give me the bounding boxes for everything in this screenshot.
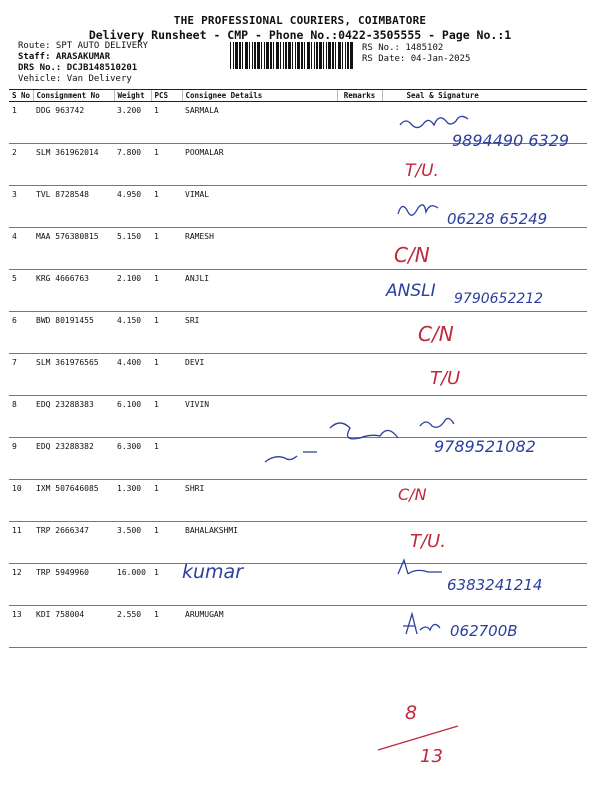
cell-sno: 8: [9, 396, 33, 438]
cell-consignee: BAHALAKSHMI: [182, 522, 337, 564]
cell-pcs: 1: [151, 270, 182, 312]
barcode-bar: [292, 42, 293, 69]
cell-remarks: [337, 522, 382, 564]
cell-sno: 5: [9, 270, 33, 312]
cell-signature: [382, 102, 587, 144]
cell-pcs: 1: [151, 186, 182, 228]
cell-remarks: [337, 270, 382, 312]
barcode: [230, 42, 356, 69]
barcode-bar: [323, 42, 324, 69]
handwriting-row1-phone: 9894490 6329: [452, 131, 570, 150]
cell-consignment: TVL 8728548: [33, 186, 114, 228]
table-row: [9, 102, 587, 144]
col-header-pcs: PCS: [151, 90, 182, 102]
table-row: [9, 396, 587, 438]
cell-signature: [382, 354, 587, 396]
barcode-bar: [345, 42, 346, 69]
barcode-bar: [335, 42, 336, 69]
cell-consignment: MAA 576380815: [33, 228, 114, 270]
cell-sno: 1: [9, 102, 33, 144]
col-header-sno: S No: [9, 90, 33, 102]
handwriting-row12-name: kumar: [182, 561, 244, 583]
cell-consignment: EDQ 23288383: [33, 396, 114, 438]
cell-pcs: 1: [151, 102, 182, 144]
cell-pcs: 1: [151, 354, 182, 396]
cell-consignee: VIVIN: [182, 396, 337, 438]
table-row: [9, 144, 587, 186]
cell-weight: 4.150: [114, 312, 151, 354]
table-row: [9, 228, 587, 270]
barcode-bar: [307, 42, 310, 69]
runsheet-table-wrapper: [9, 89, 587, 648]
handwriting-row11-mark: T/U.: [410, 531, 446, 552]
cell-consignment: KRG 4666763: [33, 270, 114, 312]
barcode-bar: [328, 42, 331, 69]
cell-signature: [382, 312, 587, 354]
cell-sno: 12: [9, 564, 33, 606]
cell-weight: 7.800: [114, 144, 151, 186]
cell-consignment: BWD 80191455: [33, 312, 114, 354]
barcode-bar: [257, 42, 260, 69]
col-header-consignment: Consignment No: [33, 90, 114, 102]
barcode-bar: [347, 42, 349, 69]
handwriting-row10-mark: C/N: [398, 485, 427, 504]
cell-weight: 3.500: [114, 522, 151, 564]
cell-pcs: 1: [151, 564, 182, 606]
cell-weight: 16.000: [114, 564, 151, 606]
handwriting-row2-mark: T/U.: [405, 161, 439, 181]
cell-pcs: 1: [151, 606, 182, 648]
cell-consignment: DDG 963742: [33, 102, 114, 144]
cell-pcs: 1: [151, 312, 182, 354]
table-row: [9, 438, 587, 480]
table-row: [9, 564, 587, 606]
vehicle-label: Vehicle: Van Delivery: [18, 74, 132, 84]
cell-sno: 7: [9, 354, 33, 396]
drs-label: DRS No.: DCJB148510201: [18, 63, 138, 73]
handwriting-row5-name: ANSLI: [386, 281, 436, 301]
barcode-bar: [285, 42, 287, 69]
barcode-bar: [304, 42, 305, 69]
cell-weight: 2.100: [114, 270, 151, 312]
cell-remarks: [337, 396, 382, 438]
cell-consignee: SHRI: [182, 480, 337, 522]
table-row: [9, 270, 587, 312]
route-label: Route: SPT AUTO DELIVERY: [18, 41, 149, 51]
barcode-bar: [239, 42, 241, 69]
cell-remarks: [337, 438, 382, 480]
cell-signature: [382, 438, 587, 480]
col-header-weight: Weight: [114, 90, 151, 102]
barcode-bar: [342, 42, 343, 69]
rs-number: RS No.: 1485102: [362, 43, 444, 53]
barcode-bar: [314, 42, 315, 69]
cell-remarks: [337, 144, 382, 186]
cell-sno: 6: [9, 312, 33, 354]
handwriting-row12-phone: 6383241214: [447, 576, 543, 594]
cell-consignment: KDI 758004: [33, 606, 114, 648]
barcode-bar: [233, 42, 234, 69]
barcode-bar: [311, 42, 312, 69]
barcode-bar: [350, 42, 353, 69]
cell-pcs: 1: [151, 480, 182, 522]
cell-sno: 13: [9, 606, 33, 648]
barcode-bar: [245, 42, 248, 69]
cell-consignee: VIMAL: [182, 186, 337, 228]
barcode-bar: [261, 42, 262, 69]
runsheet-subtitle: Delivery Runsheet - CMP - Phone No.:0422-3505555 - Page No.:1: [88, 28, 512, 42]
cell-signature: [382, 396, 587, 438]
cell-consignee: ANJLI: [182, 270, 337, 312]
barcode-bar: [270, 42, 272, 69]
barcode-bar: [338, 42, 341, 69]
cell-weight: 6.300: [114, 438, 151, 480]
barcode-bar: [297, 42, 300, 69]
barcode-bar: [252, 42, 253, 69]
barcode-bar: [273, 42, 274, 69]
cell-consignee: SARMALA: [182, 102, 337, 144]
handwriting-row5-phone: 9790652212: [454, 291, 544, 307]
cell-sno: 3: [9, 186, 33, 228]
company-title: THE PROFESSIONAL COURIERS, COIMBATORE: [173, 14, 427, 27]
cell-consignment: EDQ 23288382: [33, 438, 114, 480]
handwriting-row6-mark: C/N: [418, 322, 454, 346]
handwriting-row7-mark: T/U: [430, 368, 461, 389]
col-header-remarks: Remarks: [337, 90, 382, 102]
cell-remarks: [337, 564, 382, 606]
cell-pcs: 1: [151, 228, 182, 270]
handwriting-row4-mark: C/N: [394, 243, 430, 267]
barcode-bar: [249, 42, 250, 69]
cell-signature: [382, 228, 587, 270]
barcode-bar: [264, 42, 265, 69]
table-header-row: [9, 90, 587, 102]
cell-consignee: SRI: [182, 312, 337, 354]
handwriting-row3-phone: 06228 65249: [447, 210, 548, 228]
cell-weight: 6.100: [114, 396, 151, 438]
table-row: [9, 522, 587, 564]
cell-sno: 2: [9, 144, 33, 186]
barcode-bar: [319, 42, 322, 69]
cell-remarks: [337, 480, 382, 522]
barcode-bar: [242, 42, 243, 69]
staff-label: Staff: ARASAKUMAR: [18, 52, 111, 62]
cell-consignee: [182, 438, 337, 480]
cell-consignee: RAMESH: [182, 228, 337, 270]
cell-consignee: DEVI: [182, 354, 337, 396]
cell-consignee: [182, 564, 337, 606]
table-row: [9, 606, 587, 648]
cell-remarks: [337, 186, 382, 228]
barcode-bar: [266, 42, 269, 69]
cell-consignment: IXM 507646085: [33, 480, 114, 522]
cell-pcs: 1: [151, 396, 182, 438]
cell-signature: [382, 270, 587, 312]
cell-remarks: [337, 102, 382, 144]
cell-signature: [382, 564, 587, 606]
header-left-info: [18, 41, 148, 85]
cell-signature: [382, 186, 587, 228]
cell-remarks: [337, 312, 382, 354]
barcode-bar: [283, 42, 284, 69]
barcode-bar: [301, 42, 303, 69]
cell-signature: [382, 144, 587, 186]
handwriting-row13-phone: 062700B: [450, 622, 518, 640]
barcode-bar: [276, 42, 279, 69]
handwriting-footer-num2: 13: [420, 746, 443, 767]
cell-sno: 10: [9, 480, 33, 522]
cell-weight: 2.550: [114, 606, 151, 648]
cell-pcs: 1: [151, 522, 182, 564]
cell-consignee: POOMALAR: [182, 144, 337, 186]
table-row: [9, 480, 587, 522]
cell-consignment: TRP 2666347: [33, 522, 114, 564]
cell-sno: 9: [9, 438, 33, 480]
barcode-bar: [254, 42, 256, 69]
header-right-info: [362, 43, 470, 65]
rs-date: RS Date: 04-Jan-2025: [362, 54, 471, 64]
barcode-bar: [295, 42, 296, 69]
cell-sno: 11: [9, 522, 33, 564]
cell-consignment: TRP 5949960: [33, 564, 114, 606]
barcode-bar: [326, 42, 327, 69]
table-row: [9, 312, 587, 354]
table-row: [9, 354, 587, 396]
cell-consignment: SLM 361976565: [33, 354, 114, 396]
barcode-bar: [288, 42, 291, 69]
table-row: [9, 186, 587, 228]
cell-pcs: 1: [151, 144, 182, 186]
cell-signature: [382, 522, 587, 564]
cell-pcs: 1: [151, 438, 182, 480]
cell-remarks: [337, 606, 382, 648]
cell-sno: 4: [9, 228, 33, 270]
handwriting-footer-num1: 8: [405, 702, 418, 724]
cell-remarks: [337, 354, 382, 396]
handwriting-row9-phone: 9789521082: [434, 437, 536, 456]
cell-consignment: SLM 361962014: [33, 144, 114, 186]
barcode-bar: [235, 42, 238, 69]
cell-signature: [382, 606, 587, 648]
cell-remarks: [337, 228, 382, 270]
cell-weight: 3.200: [114, 102, 151, 144]
cell-signature: [382, 480, 587, 522]
cell-weight: 5.150: [114, 228, 151, 270]
cell-weight: 4.400: [114, 354, 151, 396]
col-header-consignee: Consignee Details: [182, 90, 337, 102]
runsheet-table: [9, 89, 587, 648]
barcode-bar: [332, 42, 334, 69]
cell-weight: 4.950: [114, 186, 151, 228]
barcode-bar: [280, 42, 281, 69]
cell-weight: 1.300: [114, 480, 151, 522]
cell-consignee: ARUMUGAM: [182, 606, 337, 648]
barcode-bar: [316, 42, 318, 69]
footer-slash: [378, 726, 458, 750]
barcode-bar: [230, 42, 231, 69]
col-header-signature: Seal & Signature: [382, 90, 587, 102]
